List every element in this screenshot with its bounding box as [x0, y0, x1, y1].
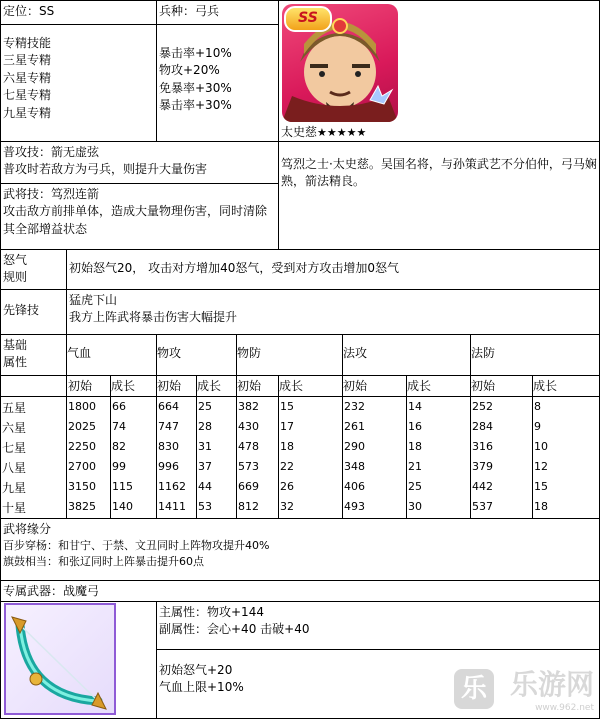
attr-value: 18	[534, 500, 548, 513]
attr-value: 2700	[68, 460, 96, 473]
attr-col-label: 法防	[471, 346, 496, 360]
attr-sub-label: 成长	[279, 379, 304, 393]
attr-value: 830	[158, 440, 179, 453]
attr-value: 44	[198, 480, 212, 493]
attr-value: 1162	[158, 480, 186, 493]
attr-value: 382	[238, 400, 259, 413]
attr-value: 406	[344, 480, 365, 493]
attr-value: 252	[472, 400, 493, 413]
bow-icon	[6, 605, 114, 713]
attr-value: 74	[112, 420, 126, 433]
attr-sub-blank	[0, 375, 66, 396]
attr-label: 基础属性	[3, 338, 28, 370]
attr-sub	[342, 375, 406, 396]
attr-value: 12	[534, 460, 548, 473]
vanguard-text-cell	[66, 289, 600, 334]
attr-value: 16	[408, 420, 422, 433]
general-skill-title: 武将技：笃烈连箭	[3, 187, 100, 201]
fate-title: 武将缘分	[3, 522, 52, 536]
attr-sub	[110, 375, 156, 396]
attr-sub-label: 成长	[111, 379, 136, 393]
weapon-image	[4, 603, 116, 715]
specialty-value: 物攻+20%	[159, 63, 220, 78]
attr-value: 17	[280, 420, 294, 433]
specialty-value: 免暴率+30%	[159, 80, 232, 95]
attr-value: 478	[238, 440, 259, 453]
general-skill-desc: 攻击敌方前排单体，造成大量物理伤害，同时清除其全部增益状态	[3, 204, 268, 236]
attr-value: 3825	[68, 500, 96, 513]
ss-badge-text: SS	[298, 10, 318, 26]
attr-value: 493	[344, 500, 365, 513]
attr-value: 37	[198, 460, 212, 473]
attr-row-star: 五星	[2, 401, 27, 415]
attr-row-star: 七星	[2, 441, 27, 455]
attr-col-label: 物防	[237, 346, 262, 360]
rage-text-cell	[66, 249, 600, 289]
specialty-label: 九星专精	[3, 105, 52, 120]
fate-item: 旗鼓相当：和张辽同时上阵暴击提升60点	[3, 555, 204, 569]
attr-col-label: 法攻	[343, 346, 368, 360]
vanguard-label-cell	[0, 289, 66, 334]
hero-intro: 笃烈之士·太史慈。吴国名将，与孙策武艺不分伯仲，弓马娴熟，箭法精良。	[281, 157, 597, 189]
weapon-rage: 初始怒气+20	[159, 663, 233, 677]
attr-value: 1800	[68, 400, 96, 413]
rage-label: 怒气规则	[3, 253, 28, 285]
attr-sub	[236, 375, 278, 396]
weapon-main-cell	[156, 601, 600, 649]
attr-col-pdef	[236, 334, 342, 375]
attr-value: 3150	[68, 480, 96, 493]
attr-value: 32	[280, 500, 294, 513]
watermark-brand: 乐游网	[509, 668, 594, 701]
weapon-sub-attr: 副属性：会心+40 击破+40	[159, 622, 310, 637]
attr-sub-label: 初始	[343, 379, 368, 393]
rage-label-cell	[0, 249, 66, 289]
position-text: 定位：SS	[3, 4, 55, 18]
hero-name: 太史慈	[281, 125, 318, 139]
attr-sub-label: 初始	[237, 379, 262, 393]
attr-sub-label: 成长	[197, 379, 222, 393]
attr-col-matk	[342, 334, 470, 375]
position-cell	[0, 0, 156, 24]
attr-value: 25	[198, 400, 212, 413]
troop-cell	[156, 0, 278, 24]
attr-row-star: 六星	[2, 421, 27, 435]
attr-sub	[470, 375, 532, 396]
attr-value: 30	[408, 500, 422, 513]
attr-value: 99	[112, 460, 126, 473]
attr-col-mdef	[470, 334, 600, 375]
weapon-title: 专属武器：战魔弓	[3, 584, 100, 598]
attr-value: 9	[534, 420, 541, 433]
normal-skill-desc: 普攻时若敌方为弓兵，则提升大量伤害	[3, 162, 208, 177]
attr-col-label: 物攻	[157, 346, 182, 360]
attr-value: 747	[158, 420, 179, 433]
attr-sub	[156, 375, 196, 396]
specialty-values-cell	[156, 24, 278, 141]
attr-value: 2250	[68, 440, 96, 453]
hero-intro-cell	[278, 141, 600, 249]
attr-label-cell	[0, 334, 66, 375]
attr-value: 10	[534, 440, 548, 453]
attr-value: 22	[280, 460, 294, 473]
attr-value: 8	[534, 400, 541, 413]
ss-badge	[284, 6, 332, 32]
attr-value: 232	[344, 400, 365, 413]
attr-value: 812	[238, 500, 259, 513]
attr-value: 28	[198, 420, 212, 433]
attr-row-star: 八星	[2, 461, 27, 475]
vanguard-desc: 我方上阵武将暴击伤害大幅提升	[69, 310, 238, 325]
attr-col-patk	[156, 334, 236, 375]
weapon-main-attr: 主属性：物攻+144	[159, 605, 264, 619]
specialty-label: 专精技能	[3, 36, 52, 50]
specialty-labels-cell	[0, 24, 156, 141]
attr-value: 261	[344, 420, 365, 433]
attr-col-label: 气血	[67, 346, 92, 360]
attr-value: 316	[472, 440, 493, 453]
attr-value: 290	[344, 440, 365, 453]
attr-value: 26	[280, 480, 294, 493]
attr-value: 379	[472, 460, 493, 473]
attr-sub-label: 成长	[407, 379, 432, 393]
hero-stars: ★★★★★	[317, 126, 367, 139]
attr-value: 82	[112, 440, 126, 453]
specialty-label: 三星专精	[3, 53, 52, 68]
attr-value: 664	[158, 400, 179, 413]
attr-value: 15	[534, 480, 548, 493]
general-skill-cell	[0, 183, 278, 249]
attr-sub	[66, 375, 110, 396]
attr-value: 1411	[158, 500, 186, 513]
attr-value: 284	[472, 420, 493, 433]
attr-sub	[406, 375, 470, 396]
attr-value: 996	[158, 460, 179, 473]
hero-portrait	[282, 4, 398, 122]
attr-value: 442	[472, 480, 493, 493]
weapon-hp: 气血上限+10%	[159, 680, 244, 695]
attr-value: 25	[408, 480, 422, 493]
watermark-logo-icon: 乐	[454, 669, 494, 709]
attr-sub	[196, 375, 236, 396]
attr-sub	[532, 375, 600, 396]
attr-value: 573	[238, 460, 259, 473]
attr-value: 140	[112, 500, 133, 513]
attr-value: 430	[238, 420, 259, 433]
attr-sub-label: 初始	[157, 379, 182, 393]
attr-sub-label: 初始	[68, 379, 93, 393]
watermark-url: www.962.net	[535, 703, 594, 713]
normal-skill-cell	[0, 141, 278, 183]
fate-item: 百步穿杨：和甘宁、于禁、文丑同时上阵物攻提升40%	[3, 539, 270, 553]
attr-value: 115	[112, 480, 133, 493]
attr-row-star: 十星	[2, 501, 27, 515]
troop-text: 兵种：弓兵	[159, 4, 220, 18]
attr-col-hp	[66, 334, 156, 375]
weapon-title-cell	[0, 580, 600, 601]
attr-value: 21	[408, 460, 422, 473]
attr-value: 18	[280, 440, 294, 453]
attr-sub-label: 成长	[533, 379, 558, 393]
specialty-value: 暴击率+10%	[159, 46, 232, 60]
specialty-label: 六星专精	[3, 70, 52, 85]
attr-value: 669	[238, 480, 259, 493]
attr-value: 2025	[68, 420, 96, 433]
attr-sub	[278, 375, 342, 396]
rage-text: 初始怒气20， 攻击对方增加40怒气，受到对方攻击增加0怒气	[69, 261, 399, 275]
attr-value: 66	[112, 400, 126, 413]
specialty-label: 七星专精	[3, 88, 52, 103]
hero-name-line	[281, 123, 366, 140]
attr-value: 348	[344, 460, 365, 473]
attr-value: 53	[198, 500, 212, 513]
attr-value: 14	[408, 400, 422, 413]
attr-row-star: 九星	[2, 481, 27, 495]
normal-skill-title: 普攻技：箭无虚弦	[3, 145, 100, 159]
attr-value: 537	[472, 500, 493, 513]
attr-value: 15	[280, 400, 294, 413]
fate-cell	[0, 518, 600, 580]
vanguard-label: 先锋技	[3, 303, 40, 317]
site-watermark	[454, 667, 594, 715]
attr-sub-label: 初始	[471, 379, 496, 393]
specialty-value: 暴击率+30%	[159, 98, 232, 113]
attr-value: 31	[198, 440, 212, 453]
vanguard-title: 猛虎下山	[69, 293, 118, 307]
attr-value: 18	[408, 440, 422, 453]
